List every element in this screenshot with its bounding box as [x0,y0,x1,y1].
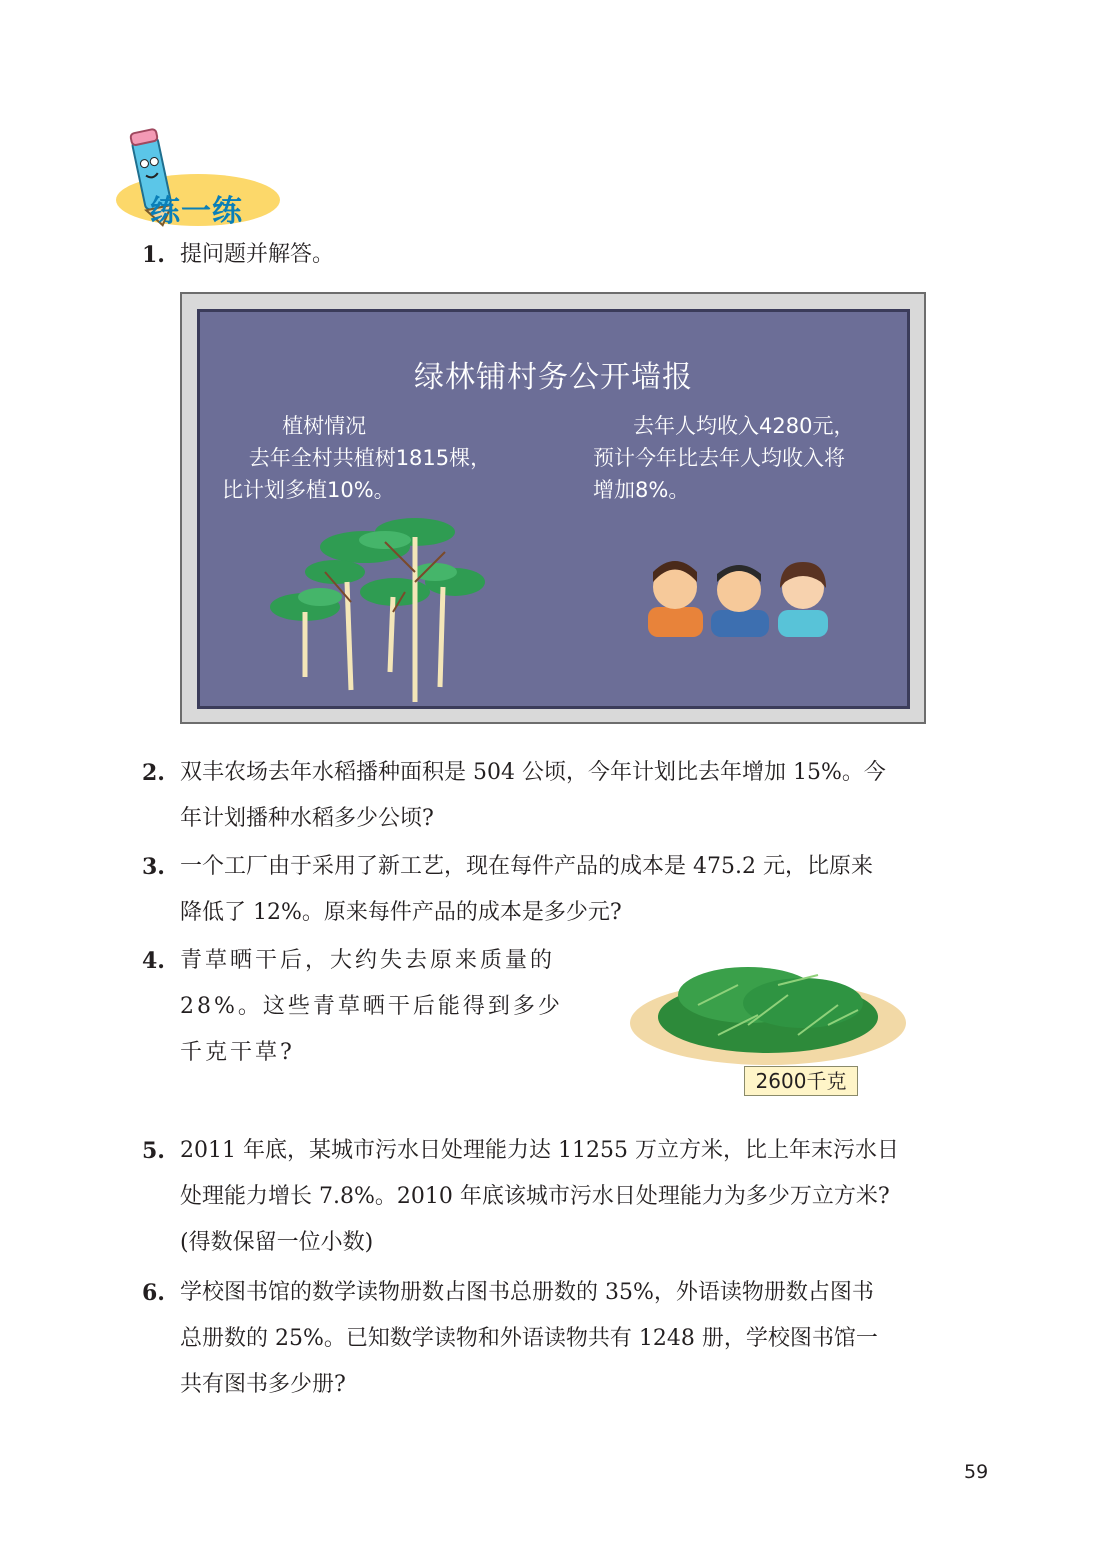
villagers-illustration [643,552,833,637]
question-number: 3. [142,854,165,880]
practice-heading: 练一练 [150,194,243,229]
question-text-line: 双丰农场去年水稻播种面积是 504 公顷，今年计划比去年增加 15%。今 [180,760,886,785]
question-text-line: 总册数的 25%。已知数学读物和外语读物共有 1248 册，学校图书馆一 [180,1326,878,1351]
question-number: 4. [142,948,165,974]
grass-pile-illustration [628,945,908,1070]
board-title: 绿林铺村务公开墙报 [414,360,693,395]
question-number: 2. [142,760,165,786]
question-text-line: 千克干草? [180,1040,295,1065]
question-number: 6. [142,1280,165,1306]
question-5 [142,1128,972,1266]
question-4 [142,938,612,1076]
question-text-line: 青草晒干后，大约失去原来质量的 [180,948,556,973]
question-text: 提问题并解答。 [180,242,335,267]
question-text-line: (得数保留一位小数) [180,1230,374,1255]
page-number: 59 [964,1461,989,1483]
question-1 [142,232,972,278]
question-number: 5. [142,1138,165,1164]
question-text-line: 学校图书馆的数学读物册数占图书总册数的 35%，外语读物册数占图书 [180,1280,874,1305]
question-text-line: 共有图书多少册? [180,1372,346,1397]
board-left-text: 植树情况 去年全村共植树1815棵， 比计划多植10%。 [222,414,492,502]
question-text-line: 2011 年底，某城市污水日处理能力达 11255 万立方米，比上年末污水日 [180,1138,899,1163]
board-right-text: 去年人均收入4280元， 预计今年比去年人均收入将 增加8%。 [593,414,855,502]
question-text-line: 降低了 12%。原来每件产品的成本是多少元? [180,900,622,925]
question-text-line: 年计划播种水稻多少公顷? [180,806,434,831]
question-text-line: 处理能力增长 7.8%。2010 年底该城市污水日处理能力为多少万立方米? [180,1184,890,1209]
question-3 [142,844,972,936]
question-text-line: 28%。这些青草晒干后能得到多少 [180,994,563,1019]
bulletin-board [197,309,910,709]
question-number: 1. [142,242,165,268]
trees-illustration [265,512,495,707]
question-text-line: 一个工厂由于采用了新工艺，现在每件产品的成本是 475.2 元，比原来 [180,854,873,879]
question-2 [142,750,972,842]
question-6 [142,1270,972,1408]
weight-label: 2600千克 [744,1066,858,1096]
